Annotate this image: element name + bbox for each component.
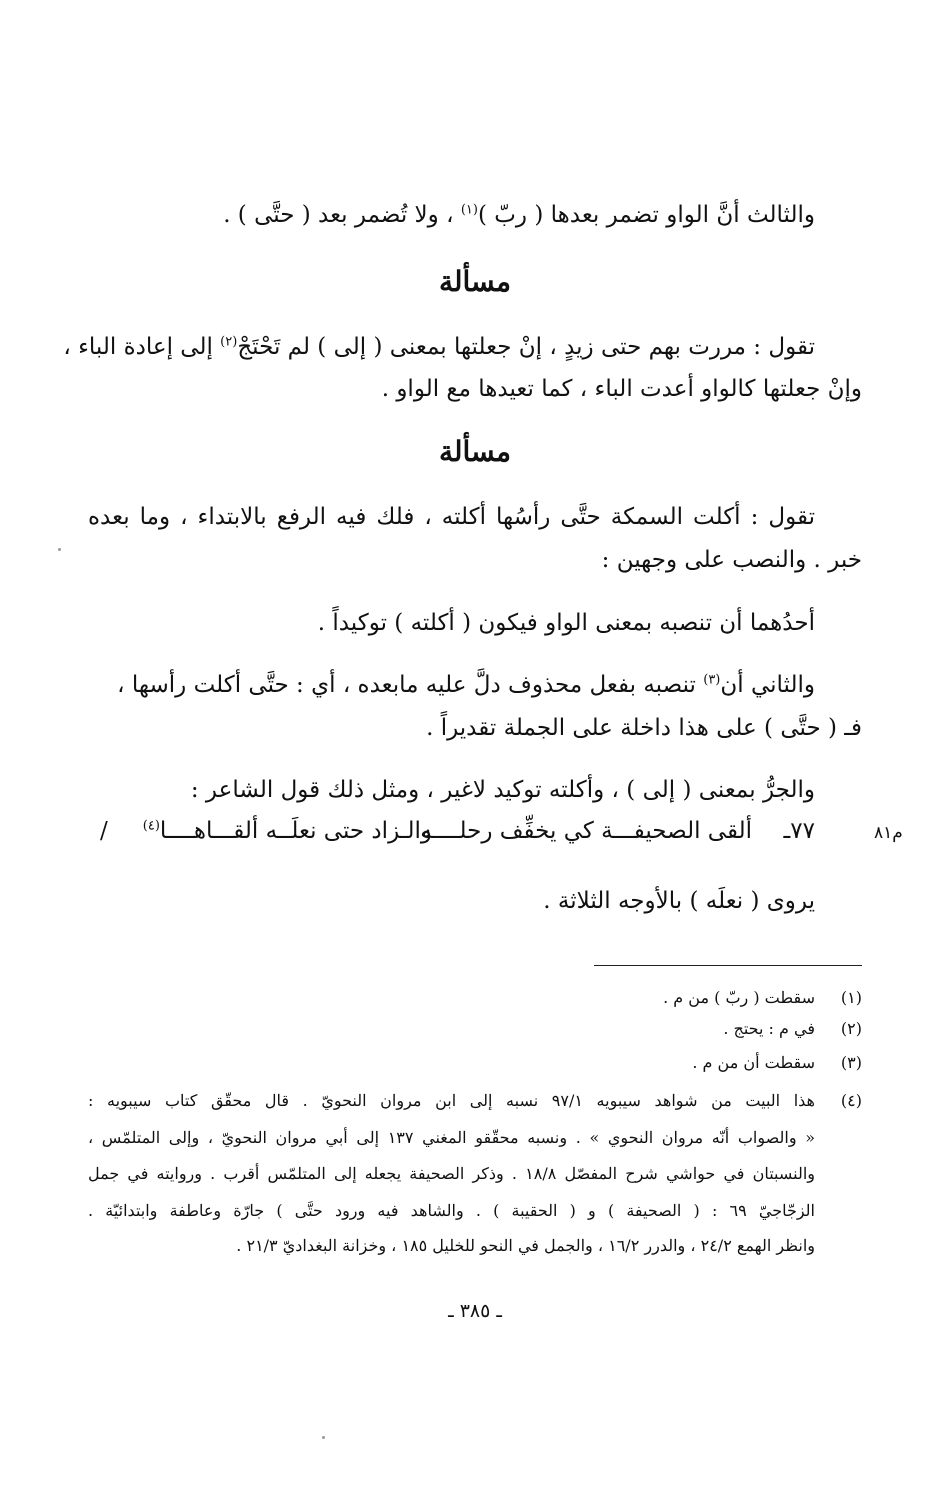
paragraph-line-5: خبر . والنصب على وجهين : xyxy=(601,547,862,573)
paragraph-line-2 xyxy=(63,330,815,364)
text-segment: تنصبه بفعل محذوف دلَّ عليه مابعده ، أي : حتَّى أكلت رأسها ، xyxy=(117,672,704,698)
paragraph-line-6: أحدُهما أن تنصبه بمعنى الواو فيكون ( أكلته ) توكيداً . xyxy=(317,610,815,636)
footnote-number-3: (٣) xyxy=(840,1053,862,1072)
scan-speck xyxy=(322,1436,325,1439)
footnote-divider xyxy=(594,965,862,966)
text-segment: ، ولا تُضمر بعد ( حتَّى ) . xyxy=(223,202,461,228)
paragraph-line-8: فـ ( حتَّى ) على هذا داخلة على الجملة تقديراً . xyxy=(426,715,862,741)
footnote-marker-1: (١) xyxy=(460,202,478,218)
verse-hemistich-1: ألقى الصحيفـــة كي يخفِّف رحلــــه xyxy=(420,818,752,844)
scan-speck xyxy=(58,548,61,551)
footnote-text-3: سقطت أن من م . xyxy=(692,1053,815,1072)
text-segment: إلى إعادة الباء ، xyxy=(63,334,221,360)
footnote-text-1: سقطت ( ربّ ) من م . xyxy=(663,988,815,1007)
paragraph-line-4: تقول : أكلت السمكة حتَّى رأسُها أكلته ، فلك فيه الرفع بالابتداء ، وما بعده xyxy=(88,504,815,530)
paragraph-line-9: والجرُّ بمعنى ( إلى ) ، وأكلته توكيد لاغير ، ومثل ذلك قول الشاعر : xyxy=(190,777,815,803)
footnote-text-4-line-2: « والصواب أنّه مروان النحوي » . ونسبه محقّقو المغني ١٣٧ إلى أبي مروان النحويّ ، وإلى المتلمّس ، xyxy=(88,1128,815,1147)
page-number: ـ ٣٨٥ ـ xyxy=(448,1300,502,1322)
poetry-verse xyxy=(100,814,862,848)
footnote-marker-2: (٢) xyxy=(220,334,238,350)
paragraph-line-3: وإنْ جعلتها كالواو أعدت الباء ، كما تعيدها مع الواو . xyxy=(381,376,862,402)
footnote-number-1: (١) xyxy=(840,988,862,1007)
verse-number: ٧٧ـ xyxy=(783,818,815,844)
text-segment: والـزاد حتى نعلَــه ألقـــاهــــا xyxy=(159,818,432,844)
paragraph-line-7 xyxy=(88,668,815,702)
paragraph-line-11: يروى ( نعلَه ) بالأوجه الثلاثة . xyxy=(543,888,815,914)
paragraph-line-1 xyxy=(88,198,815,232)
manuscript-page-slash: / xyxy=(100,818,108,844)
footnote-marker-3: (٣) xyxy=(703,672,721,688)
text-segment: والثالث أنَّ الواو تضمر بعدها ( ربّ ) xyxy=(477,202,815,228)
footnote-text-4-line-4: الزجّاجيّ ٦٩ : ( الصحيفة ) و ( الحقيبة ) . والشاهد فيه ورود حتَّى ) جارّة وعاطفة وابتدائيّة . xyxy=(88,1201,815,1220)
footnote-marker-4: (٤) xyxy=(142,818,160,834)
footnote-text-2: في م : يحتج . xyxy=(723,1019,815,1038)
footnote-text-4-line-5: وانظر الهمع ٢٤/٢ ، والدرر ١٦/٢ ، والجمل في النحو للخليل ١٨٥ ، وخزانة البغداديّ ٢١/٣ . xyxy=(236,1236,815,1255)
text-segment: والثاني أن xyxy=(720,672,815,698)
section-heading-1: مسألة xyxy=(438,265,512,298)
manuscript-margin-note: م٨١ xyxy=(874,823,903,843)
footnote-text-4-line-3: والنسبتان في حواشي شرح المفصّل ١٨/٨ . وذكر الصحيفة يجعله إلى المتلمّس أقرب . وروايته في جمل xyxy=(88,1164,815,1183)
text-segment: تقول : مررت بهم حتى زيدٍ ، إنْ جعلتها بمعنى ( إلى ) لم تَحْتَجْ xyxy=(237,334,815,360)
footnote-number-2: (٢) xyxy=(840,1019,862,1038)
verse-hemistich-2 xyxy=(143,814,432,848)
section-heading-2: مسألة xyxy=(438,435,512,468)
footnote-text-4-line-1: هذا البيت من شواهد سيبويه ٩٧/١ نسبه إلى ابن مروان النحويّ . قال محقّق كتاب سيبويه : xyxy=(88,1091,815,1110)
footnote-number-4: (٤) xyxy=(840,1091,862,1110)
